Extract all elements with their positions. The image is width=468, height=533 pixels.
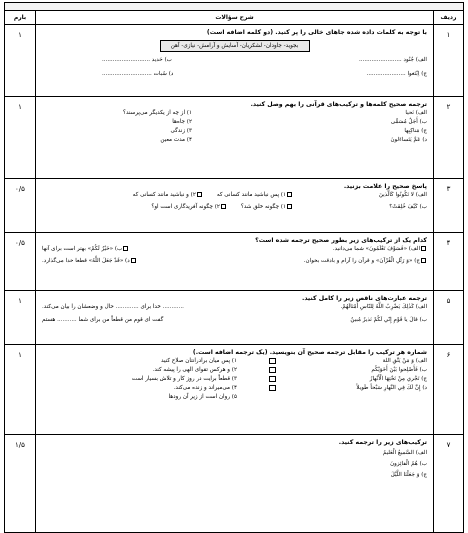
match-item-b: ب) أَجَلٌ مُسَمًّی	[390, 119, 427, 125]
question-number: ۴	[433, 233, 463, 290]
question-score: ۱	[18, 351, 22, 359]
answer-box[interactable]	[269, 367, 276, 373]
match-item-d: د) عَمَّ يَتَساءَلونَ	[390, 137, 427, 143]
question-number: ۶	[433, 345, 463, 434]
question-title: کدام یک از ترکیب‌های زیر بطور صحیح ترجمه شده است؟	[255, 237, 427, 244]
checkbox[interactable]	[287, 192, 292, 197]
choice-stem-b: ب) كَيْفَ خُلِقَتْ؟	[389, 204, 427, 210]
question-number: ۱	[433, 25, 463, 96]
phrase-b: ب) قالَ يا قَوْمِ إِنّي لَكُمْ نَذيرٌ مُبينٌ	[350, 317, 427, 323]
checkbox[interactable]	[131, 258, 136, 263]
table-header	[5, 11, 463, 25]
blank-a: الف) جُنُود ........................	[359, 57, 427, 63]
answer-box[interactable]	[269, 376, 276, 382]
phrase-d: د) إِنَّ لَكَ فِي النَّهارِ سَبْحاً طَويلاً	[356, 385, 427, 391]
question-row-1	[5, 25, 463, 97]
question-title: شماره هر ترکیب را مقابل ترجمه صحیح آن بنویسید. (یک ترجمه اضافه است.)	[192, 349, 427, 356]
question-title: ترجمه عبارت‌های ناقص زیر را کامل کنید.	[301, 295, 427, 302]
translation-3: ۳) قطعاً برایت در روز کار و تلاش بسیار است	[131, 376, 237, 382]
match-option-4: ۴) مدت معین	[160, 137, 192, 143]
phrase-b: ب) هُمُ الْفائِزونَ	[390, 461, 427, 467]
question-number: ۵	[433, 291, 463, 344]
question-number: ۳	[433, 179, 463, 232]
question-score: ۱	[18, 31, 22, 39]
question-title: با توجه به کلمات داده شده جاهای خالی را پر کنید. (دو کلمه اضافه است)	[206, 29, 427, 36]
checkbox[interactable]	[123, 246, 128, 251]
header-questions-label: شرح سؤالات	[35, 11, 433, 24]
phrase-a: الف) السَّميعُ الْعَليمُ	[382, 450, 427, 456]
phrase-c: ج) تَجْري مِنْ تَحْتِهَا الْأَنْهارُ	[369, 376, 427, 382]
question-title: پاسخ صحیح را علامت بزنید.	[343, 183, 427, 190]
checkbox[interactable]	[197, 192, 202, 197]
translation-5: ۵) روان است از زیر آن رودها	[168, 394, 237, 400]
translation-a: ............ خدا برای ............. حال و وضعشان را بیان می‌کند.	[42, 304, 184, 310]
checkbox[interactable]	[221, 204, 226, 209]
option-d: د) «قَدْ جَعَلَ اللَّهُ» قطعا خدا می‌گذارد.	[42, 258, 130, 264]
choice-a1: ۱) پس نباشید مانند کسانی که	[216, 192, 286, 198]
question-number: ۲	[433, 97, 463, 178]
checkbox[interactable]	[421, 258, 426, 263]
question-score: ۱	[18, 297, 22, 305]
question-body	[35, 345, 433, 434]
match-item-a: الف) نَحیا	[405, 110, 427, 116]
checkbox[interactable]	[421, 246, 426, 251]
blank-c: ج) اِبْتَغوا ......................	[366, 71, 427, 77]
question-row-6	[5, 345, 463, 435]
question-body	[35, 25, 433, 96]
question-body	[35, 291, 433, 344]
choice-stem-a: الف) لا تَكُونُوا كَالَّذينَ	[378, 192, 427, 198]
question-row-2	[5, 97, 463, 179]
match-option-2: ۲) جاه‌ها	[172, 119, 192, 125]
answer-box[interactable]	[269, 385, 276, 391]
question-row-5	[5, 291, 463, 345]
question-score: ۰/۵	[15, 239, 25, 247]
option-a: الف) «فَسَوْفَ تَعْلَمُونَ» شما می‌دانید.	[332, 246, 420, 252]
option-c: ج) «وَ رَتِّلِ الْقُرْآنَ» و قرآن را آرام و بادقت بخوان.	[303, 258, 420, 264]
phrase-b: ب) فَأَصْلِحوا بَيْنَ أَخَوَيْكُم	[371, 367, 427, 373]
match-item-c: ج) مَناكِبِها	[404, 128, 427, 134]
translation-4: ۴) می‌میراند و زنده می‌کند.	[173, 385, 237, 391]
exam-sheet	[4, 2, 464, 533]
choice-b1: ۱) چگونه خلق شد؟	[240, 204, 286, 210]
match-option-3: ۳) زندگی	[170, 128, 192, 134]
word-bank: بجوید- جاودان- لشکریان- آسایش و آرامش- نیازی- آهن	[160, 40, 310, 52]
translation-b: گفت ای قوم من قطعاً من برای شما ........... هستم	[42, 317, 164, 323]
translation-2: ۲) و هرکس تقوای الهی را پیشه کند.	[152, 367, 237, 373]
blank-b: ب) حَدید ...........................	[102, 57, 172, 63]
question-body	[35, 233, 433, 290]
choice-b2: ۲) چگونه آفریدگاری است او؟	[151, 204, 220, 210]
top-strip	[5, 3, 463, 11]
phrase-a: الف) كَذٰلِكَ يَضْرِبُ اللَّهُ لِلنّاسِ أَمْثالَهُمْ.	[340, 304, 427, 310]
question-row-4	[5, 233, 463, 291]
option-b: ب) «خَيْرٌ لَكُمْ» بهتر است برای آنها	[42, 246, 123, 252]
question-body	[35, 97, 433, 178]
blank-d: د) سُبات ............................	[102, 71, 174, 77]
phrase-c: ج) وَ جَعَلْنَا اللَّيْلَ	[390, 472, 427, 478]
question-title: ترکیب‌های زیر را ترجمه کنید.	[338, 439, 427, 446]
translation-1: ۱) پس میان برادرانتان صلاح کنید	[161, 358, 237, 364]
question-body	[35, 179, 433, 232]
question-number: ۷	[433, 435, 463, 533]
question-score: ۱/۵	[15, 441, 25, 449]
phrase-a: الف) وَ مَنْ يَتَّقِ اللهَ	[382, 358, 427, 364]
answer-box[interactable]	[269, 358, 276, 364]
question-row-7	[5, 435, 463, 533]
question-body	[35, 435, 433, 533]
question-title: ترجمه صحیح کلمه‌ها و ترکیب‌های قرآنی را بهم وصل کنید.	[250, 101, 427, 108]
match-option-1: ۱) از چه از یکدیگر می‌پرسند؟	[123, 110, 192, 116]
header-row-label: ردیف	[433, 11, 463, 24]
checkbox[interactable]	[287, 204, 292, 209]
question-score: ۱	[18, 103, 22, 111]
choice-a2: ۲) و نباشید مانند کسانی که	[132, 192, 196, 198]
header-score-label: بارم	[13, 14, 27, 21]
question-score: ۰/۵	[15, 185, 25, 193]
question-row-3	[5, 179, 463, 233]
